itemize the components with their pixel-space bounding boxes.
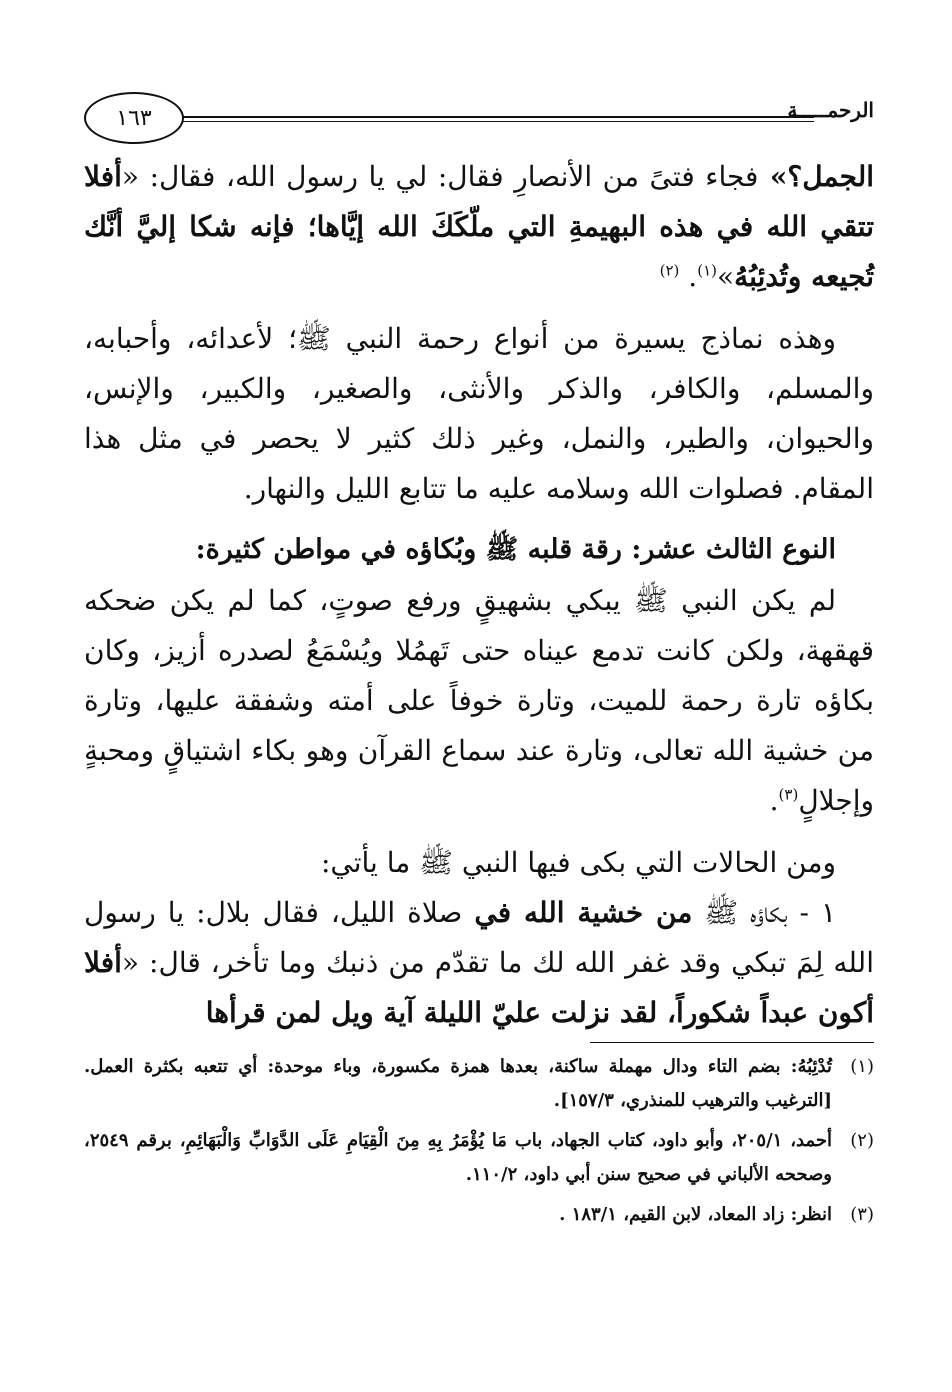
hadith-quote: أفلا أكون عبداً شكوراً، لقد نزلت عليّ الليلة آية ويل لمن قرأها <box>84 946 874 1029</box>
text: . <box>679 260 698 293</box>
footnote-ref-1[interactable]: (١) <box>697 261 717 280</box>
header-rule <box>182 116 814 118</box>
footnote-number: (٢) <box>850 1130 874 1151</box>
footnote-text: أحمد، ٢٠٥/١، وأبو داود، كتاب الجهاد، باب مَا يُؤْمَرُ بِهِ مِنَ الْقِيَامِ عَلَى الدَّوَابِّ وَالْبَهَائِمِ، برقم ٢٥٤٩، وصححه الألباني في صحيح سنن أبي داود، ١١٠/٢. <box>84 1130 833 1185</box>
section-heading: النوع الثالث عشر: رقة قلبه ﷺ وبُكاؤه في مواطن كثيرة: <box>195 534 836 565</box>
text-bold: الجمل؟» <box>758 160 874 193</box>
header-rule-thin <box>182 121 814 122</box>
page-number-oval <box>84 92 184 144</box>
footnote-number: (١) <box>850 1056 874 1077</box>
paragraph-1 <box>84 152 874 302</box>
footnote-divider <box>590 1042 874 1043</box>
footnote-1 <box>84 1050 874 1118</box>
running-title: الرحمـــــة <box>787 98 874 122</box>
page-number: ١٦٣ <box>116 105 152 131</box>
text: لم يكن النبي ﷺ يبكي بشهيقٍ ورفع صوتٍ، كما لم يكن ضحكه قهقهة، ولكن كانت تدمع عيناه حتى تَهمُلا ويُسْمَعُ لصدره أزيز، وكان بكاؤه تارة رحمة للميت، وتارة خوفاً على أمته وشفقة عليها، وتارة من خشية الله تعالى، وتارة عند سماع القرآن وهو بكاء اشتياقٍ ومحبةٍ وإجلالٍ <box>84 584 874 817</box>
text: صلاة الليل، فقال بلال: يا رسول الله لِمَ تبكي وقد غفر الله لك ما تقدّم من ذنبك وما تأخر، قال: « <box>84 896 874 979</box>
paragraph-4: ومن الحالات التي بكى فيها النبي ﷺ ما يأتي: <box>320 846 836 879</box>
footnote-3 <box>84 1198 874 1232</box>
footnote-2 <box>84 1124 874 1192</box>
hadith-quote: أفلا تتقي الله في هذه البهيمةِ التي ملّكَكَ الله إيَّاها؛ فإنه شكا إليَّ أنَّك تُجيعه وتُدئِبُهُ <box>84 160 874 293</box>
paragraph-2 <box>84 314 874 514</box>
footnote-ref-2[interactable]: (٢) <box>659 261 680 280</box>
footnote-text: انظر: زاد المعاد، لابن القيم، ١٨٣/١ . <box>559 1204 832 1225</box>
text: ١ - بكاؤه ﷺ <box>692 896 836 929</box>
text: . <box>769 784 779 817</box>
footnote-text: تُدْئِبُهُ: بضم التاء ودال مهملة ساكنة، بعدها همزة مكسورة، وباء موحدة: أي تتعبه بكثرة العمل. [الترغيب والترهيب للمنذري، ١٥٧/٣]. <box>84 1056 832 1111</box>
paragraph-3 <box>84 576 874 826</box>
paragraph-5 <box>84 888 874 1038</box>
text: فجاء فتىً من الأنصارِ فقال: لي يا رسول الله، فقال: « <box>121 160 759 193</box>
main-text <box>84 152 874 1038</box>
footnote-ref-3[interactable]: (٣) <box>778 785 799 804</box>
page-header <box>84 92 874 150</box>
text: » <box>717 260 735 293</box>
footnote-number: (٣) <box>850 1204 874 1225</box>
footnotes <box>84 1050 874 1238</box>
text: وهذه نماذج يسيرة من أنواع رحمة النبي ﷺ؛ لأعدائه، وأحبابه، والمسلم، والكافر، والذكر والأنثى، والصغير، والكبير، والإنس، والحيوان، والطير، والنمل، وغير ذلك كثير لا يحصر في مثل هذا المقام. فصلوات الله وسلامه عليه ما تتابع الليل والنهار. <box>84 322 874 505</box>
text-bold: من خشية الله في <box>474 896 693 929</box>
